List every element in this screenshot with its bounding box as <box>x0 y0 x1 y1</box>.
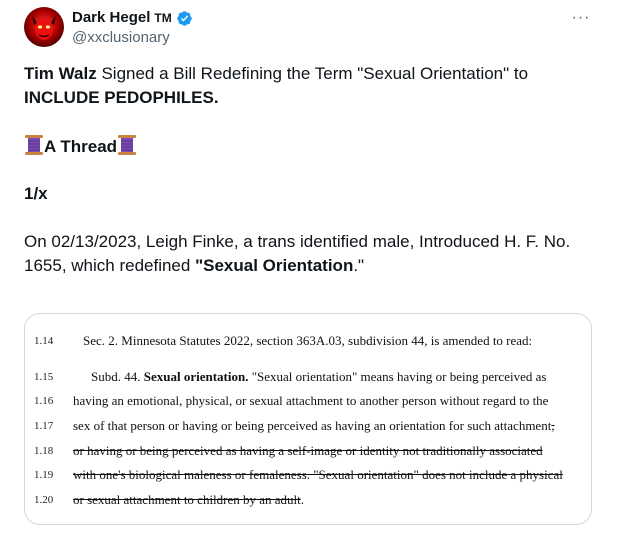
document-line-struck <box>25 443 591 459</box>
more-options-icon[interactable]: ··· <box>571 9 591 26</box>
line-text: Sec. 2. Minnesota Statutes 2022, section 363A.03, subdivision 44, is amended to read: <box>83 333 533 348</box>
display-name[interactable]: Dark Hegel <box>72 9 151 26</box>
term-heading: Sexual orientation. <box>143 369 249 384</box>
spool-of-thread-icon <box>117 134 137 156</box>
struck-text: or sexual attachment to children by an adult <box>73 492 301 507</box>
struck-comma: , <box>551 418 555 433</box>
author-name[interactable] <box>72 9 193 27</box>
tweet-headline <box>24 62 604 110</box>
author-handle[interactable]: @xxclusionary <box>72 29 170 46</box>
definition-text: "Sexual orientation" means having or being perceived as <box>248 369 547 384</box>
line-number: 1.17 <box>34 420 54 432</box>
verified-badge-icon <box>176 10 193 27</box>
struck-text: or having or being perceived as having a self-image or identity not traditionally associated <box>73 443 543 458</box>
line-text <box>91 369 546 385</box>
thread-counter: 1/x <box>24 184 48 203</box>
headline-text: Signed a Bill Redefining the Term "Sexual Orientation" to <box>96 64 529 83</box>
line-number: 1.18 <box>34 445 54 457</box>
document-line-struck <box>25 467 591 483</box>
line-number: 1.20 <box>34 494 54 506</box>
thread-label-text: A Thread <box>44 137 118 156</box>
headline-bold-name: Tim Walz <box>24 64 97 83</box>
spool-of-thread-icon <box>24 134 44 156</box>
line-number: 1.14 <box>34 335 54 347</box>
period: . <box>300 492 305 507</box>
subd-label: Subd. 44. <box>91 369 144 384</box>
tweet-body <box>24 230 604 278</box>
body-bold-term: "Sexual Orientation <box>195 256 354 275</box>
struck-text: with one's biological maleness or femaleness. "Sexual orientation" does not include a physical <box>73 467 563 482</box>
line-text <box>73 418 555 434</box>
line-number: 1.16 <box>34 395 54 407</box>
body-line-1: On 02/13/2023, Leigh Finke, a trans identified male, Introduced H. F. No. <box>24 232 571 251</box>
thread-label <box>24 134 604 159</box>
document-line-struck <box>25 492 591 508</box>
trademark-suffix: TM <box>154 11 172 25</box>
line-text-main: sex of that person or having or being perceived as having an orientation for such attachment <box>73 418 552 433</box>
line-number: 1.19 <box>34 469 54 481</box>
avatar[interactable] <box>24 7 64 47</box>
line-text <box>73 492 304 508</box>
red-demon-avatar-icon <box>24 7 64 47</box>
line-text: having an emotional, physical, or sexual attachment to another person without regard to the <box>73 393 549 408</box>
body-end: ." <box>353 256 365 275</box>
document-line <box>25 418 591 434</box>
document-line <box>25 369 591 385</box>
line-number: 1.15 <box>34 371 54 383</box>
headline-bold-claim: INCLUDE PEDOPHILES. <box>24 88 219 107</box>
document-line <box>25 393 591 409</box>
attached-document-image[interactable] <box>24 313 592 525</box>
body-line-2: 1655, which redefined <box>24 256 196 275</box>
document-line <box>25 333 591 349</box>
